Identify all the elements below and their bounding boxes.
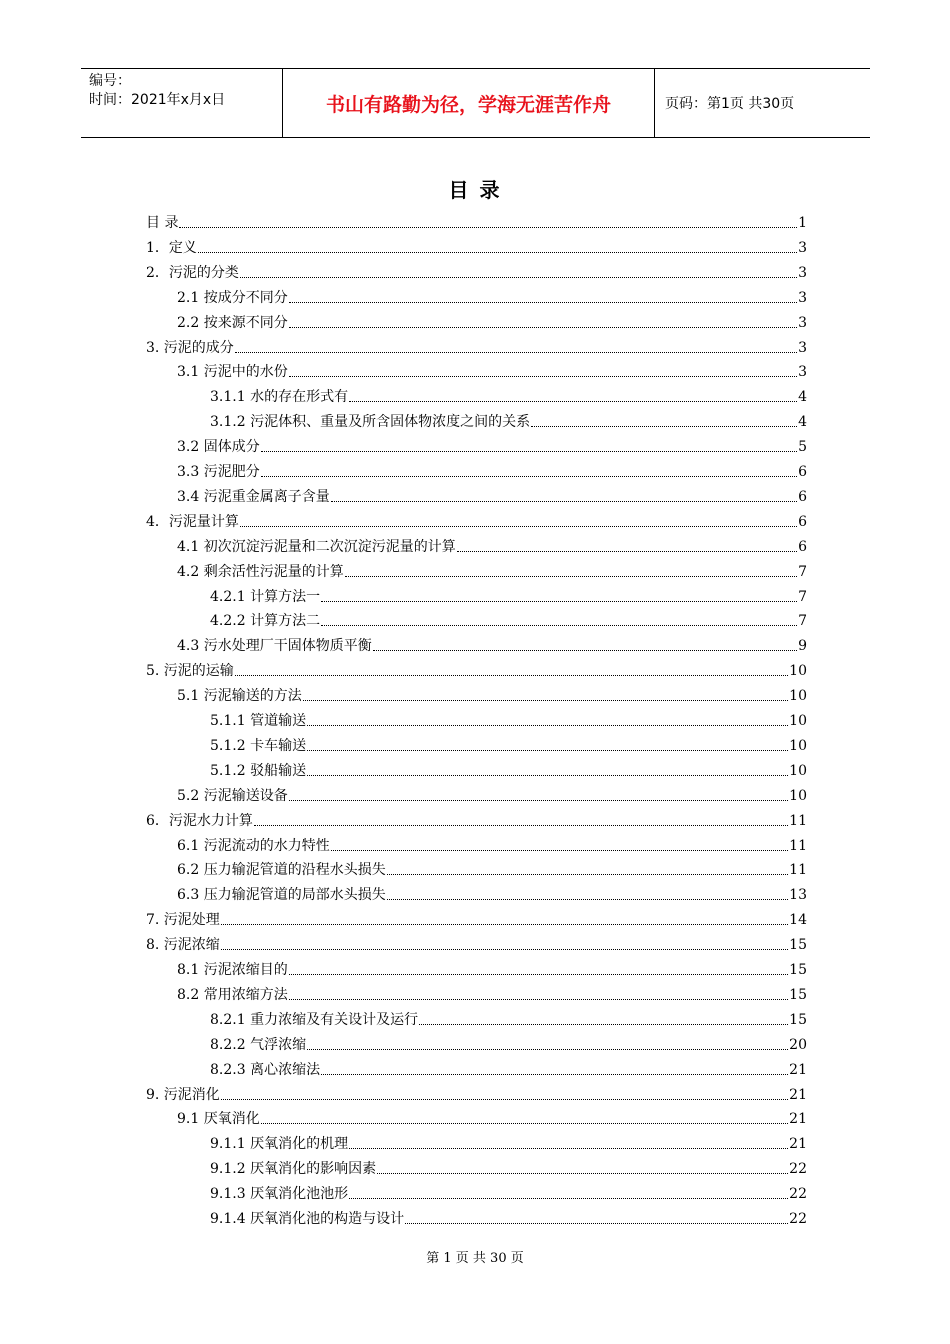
toc-entry-label: 9. 污泥消化	[146, 1086, 220, 1103]
toc-dot-leader	[307, 725, 788, 726]
toc-entry-page-number: 6	[798, 488, 807, 505]
number-label: 编号：	[89, 73, 131, 89]
toc-entry-label: 6．污泥水力计算	[146, 812, 253, 829]
toc-dot-leader	[240, 526, 797, 527]
toc-dot-leader	[331, 850, 788, 851]
toc-entry[interactable]	[177, 982, 807, 1004]
toc-entry-page-number: 13	[789, 887, 807, 904]
toc-entry-page-number: 7	[798, 588, 807, 605]
toc-entry-page-number: 3	[798, 239, 807, 256]
toc-entry-label: 4．污泥量计算	[146, 513, 239, 530]
toc-entry[interactable]	[146, 210, 807, 232]
toc-entry-label: 8.2.1 重力浓缩及有关设计及运行	[210, 1011, 419, 1028]
toc-entry-page-number: 10	[789, 762, 807, 779]
toc-entry[interactable]	[177, 534, 807, 556]
toc-entry[interactable]	[210, 733, 807, 755]
page-footer: 第 1 页 共 30 页	[426, 1251, 524, 1266]
toc-dot-leader	[321, 601, 797, 602]
toc-entry-label: 8.2.2 气浮浓缩	[210, 1036, 307, 1053]
toc-entry-page-number: 11	[789, 862, 807, 879]
toc-entry-label: 9.1.2 厌氧消化的影响因素	[210, 1161, 377, 1178]
toc-dot-leader	[179, 227, 797, 228]
toc-entry-label: 4.2 剩余活性污泥量的计算	[177, 563, 344, 580]
toc-entry-page-number: 3	[798, 364, 807, 381]
toc-entry[interactable]	[177, 285, 807, 307]
toc-dot-leader	[345, 576, 797, 577]
toc-entry[interactable]	[177, 359, 807, 381]
toc-entry[interactable]	[210, 1206, 807, 1228]
toc-dot-leader	[240, 277, 797, 278]
toc-entry[interactable]	[146, 808, 807, 830]
toc-entry-label: 3.1.1 水的存在形式有	[210, 389, 349, 406]
toc-entry[interactable]	[177, 484, 807, 506]
toc-entry-page-number: 3	[798, 339, 807, 356]
toc-entry-page-number: 21	[789, 1136, 807, 1153]
toc-dot-leader	[419, 1024, 788, 1025]
toc-entry-page-number: 21	[789, 1111, 807, 1128]
toc-dot-leader	[289, 974, 788, 975]
motto-text: 书山有路勤为径，学海无涯苦作舟	[283, 69, 655, 137]
toc-dot-leader	[349, 1148, 788, 1149]
toc-entry-page-number: 21	[789, 1086, 807, 1103]
toc-entry-label: 5.1 污泥输送的方法	[177, 688, 302, 705]
toc-dot-leader	[387, 874, 788, 875]
toc-entry-label: 5. 污泥的运输	[146, 663, 234, 680]
toc-entry-label: 3. 污泥的成分	[146, 339, 234, 356]
toc-dot-leader	[331, 501, 797, 502]
toc-entry[interactable]	[146, 658, 807, 680]
toc-entry-page-number: 22	[789, 1211, 807, 1227]
toc-entry[interactable]	[146, 335, 807, 357]
toc-dot-leader	[531, 426, 797, 427]
toc-entry[interactable]	[210, 409, 807, 431]
toc-entry-page-number: 10	[789, 663, 807, 680]
toc-entry[interactable]	[146, 509, 807, 531]
toc-entry-label: 7. 污泥处理	[146, 912, 220, 929]
toc-entry-page-number: 15	[789, 937, 807, 954]
toc-entry-label: 4.2.2 计算方法二	[210, 613, 321, 630]
toc-dot-leader	[303, 700, 788, 701]
toc-entry[interactable]	[210, 384, 807, 406]
toc-dot-leader	[373, 650, 797, 651]
toc-entry-page-number: 11	[789, 812, 807, 829]
toc-entry-page-number: 11	[789, 837, 807, 854]
toc-entry-page-number: 3	[798, 314, 807, 331]
toc-entry-label: 6.1 污泥流动的水力特性	[177, 837, 330, 854]
toc-entry-page-number: 15	[789, 986, 807, 1003]
toc-entry-label: 6.3 压力输泥管道的局部水头损失	[177, 887, 386, 904]
toc-entry-page-number: 9	[798, 638, 807, 655]
toc-entry-label: 9.1.4 厌氧消化池的构造与设计	[210, 1211, 405, 1227]
toc-entry-label: 5.1.2 驳船输送	[210, 762, 307, 779]
toc-entry-page-number: 15	[789, 962, 807, 978]
toc-entry-label: 2.2 按来源不同分	[177, 314, 288, 331]
time-label: 时间：2021年x月x日	[89, 92, 226, 108]
page-title: 目 录	[448, 178, 502, 202]
toc-entry-page-number: 3	[798, 264, 807, 281]
toc-entry[interactable]	[146, 260, 807, 282]
toc-dot-leader	[307, 750, 788, 751]
toc-dot-leader	[289, 327, 797, 328]
toc-entry-page-number: 10	[789, 713, 807, 729]
toc-entry-label: 2.1 按成分不同分	[177, 289, 288, 306]
header-table	[81, 68, 870, 138]
toc-dot-leader	[321, 625, 797, 626]
toc-entry[interactable]	[146, 932, 807, 954]
toc-dot-leader	[307, 775, 788, 776]
toc-dot-leader	[349, 1198, 788, 1199]
toc-entry[interactable]	[177, 882, 807, 904]
toc-entry-page-number: 7	[798, 613, 807, 630]
toc-entry[interactable]	[210, 1032, 807, 1054]
toc-dot-leader	[387, 899, 788, 900]
toc-entry-label: 5.1.2 卡车输送	[210, 737, 307, 754]
toc-entry-label: 3.1.2 污泥体积、重量及所含固体物浓度之间的关系	[210, 414, 531, 431]
toc-entry[interactable]	[146, 907, 807, 929]
toc-entry[interactable]	[177, 857, 807, 879]
toc-entry-label: 4.3 污水处理厂干固体物质平衡	[177, 638, 372, 655]
toc-dot-leader	[198, 252, 797, 253]
page-info: 页码：第1页 共30页	[665, 96, 795, 112]
toc-entry-label: 1．定义	[146, 239, 197, 256]
toc-dot-leader	[289, 800, 788, 801]
toc-entry[interactable]	[146, 1082, 807, 1104]
toc-entry[interactable]	[210, 1007, 807, 1029]
toc-entry-label: 3.2 固体成分	[177, 439, 260, 456]
toc-entry[interactable]	[210, 1156, 807, 1178]
toc-dot-leader	[457, 551, 797, 552]
toc-entry-label: 6.2 压力输泥管道的沿程水头损失	[177, 862, 386, 879]
toc-entry[interactable]	[177, 833, 807, 855]
toc-entry-label: 8.2.3 离心浓缩法	[210, 1061, 321, 1078]
toc-entry[interactable]	[177, 783, 807, 805]
toc-dot-leader	[289, 302, 797, 303]
toc-entry-page-number: 4	[798, 414, 807, 431]
toc-entry-label: 9.1.3 厌氧消化池池形	[210, 1186, 349, 1203]
toc-dot-leader	[349, 401, 797, 402]
toc-entry-page-number: 10	[789, 787, 807, 804]
toc-entry-page-number: 3	[798, 289, 807, 306]
toc-entry-page-number: 14	[789, 912, 807, 929]
toc-entry[interactable]	[177, 1106, 807, 1128]
toc-entry-label: 9.1.1 厌氧消化的机理	[210, 1136, 349, 1153]
toc-entry[interactable]	[210, 1131, 807, 1153]
toc-entry-page-number: 15	[789, 1011, 807, 1028]
toc-dot-leader	[377, 1173, 788, 1174]
toc-entry[interactable]	[177, 957, 807, 979]
toc-entry[interactable]	[177, 559, 807, 581]
toc-dot-leader	[261, 1123, 788, 1124]
toc-entry-page-number: 10	[789, 737, 807, 754]
toc-entry-page-number: 6	[798, 464, 807, 480]
toc-entry[interactable]	[177, 459, 807, 481]
toc-entry[interactable]	[210, 1057, 807, 1079]
toc-entry[interactable]	[146, 235, 807, 257]
toc-entry-label: 3.3 污泥肥分	[177, 464, 260, 480]
toc-entry[interactable]	[177, 310, 807, 332]
toc-dot-leader	[261, 451, 797, 452]
toc-dot-leader	[254, 825, 788, 826]
toc-entry-label: 5.2 污泥输送设备	[177, 787, 288, 804]
toc-entry-page-number: 22	[789, 1186, 807, 1203]
toc-dot-leader	[307, 1049, 788, 1050]
toc-dot-leader	[235, 675, 788, 676]
toc-dot-leader	[261, 476, 797, 477]
toc-entry-label: 3.1 污泥中的水份	[177, 364, 288, 381]
toc-entry-label: 2．污泥的分类	[146, 264, 239, 281]
toc-entry[interactable]	[210, 584, 807, 606]
toc-dot-leader	[321, 1074, 788, 1075]
toc-entry[interactable]	[210, 608, 807, 630]
toc-dot-leader	[221, 949, 788, 950]
toc-dot-leader	[221, 1099, 788, 1100]
toc-entry-page-number: 21	[789, 1061, 807, 1078]
toc-entry[interactable]	[210, 1181, 807, 1203]
toc-entry-page-number: 10	[789, 688, 807, 705]
toc-entry-page-number: 1	[798, 215, 807, 231]
toc-entry-label: 3.4 污泥重金属离子含量	[177, 488, 330, 505]
toc-entry[interactable]	[177, 434, 807, 456]
toc-entry-page-number: 6	[798, 513, 807, 530]
toc-entry-label: 8. 污泥浓缩	[146, 937, 220, 954]
toc-entry-page-number: 20	[789, 1036, 807, 1053]
toc-entry-page-number: 4	[798, 389, 807, 406]
toc-entry-page-number: 5	[798, 439, 807, 456]
toc-entry-label: 8.2 常用浓缩方法	[177, 986, 288, 1003]
toc-entry-label: 9.1 厌氧消化	[177, 1111, 260, 1128]
toc-entry-page-number: 22	[789, 1161, 807, 1178]
toc-entry-label: 8.1 污泥浓缩目的	[177, 962, 288, 978]
toc-dot-leader	[289, 376, 797, 377]
toc-dot-leader	[221, 924, 788, 925]
toc-dot-leader	[405, 1223, 788, 1224]
toc-entry[interactable]	[177, 683, 807, 705]
toc-entry[interactable]	[210, 758, 807, 780]
header-meta-cell	[81, 69, 283, 137]
toc-dot-leader	[289, 999, 788, 1000]
toc-entry-label: 4.2.1 计算方法一	[210, 588, 321, 605]
toc-entry-label: 5.1.1 管道输送	[210, 713, 307, 729]
toc-entry[interactable]	[177, 633, 807, 655]
toc-entry-page-number: 6	[798, 538, 807, 555]
toc-dot-leader	[235, 352, 797, 353]
toc-entry-label: 目 录	[146, 215, 179, 231]
toc-entry-label: 4.1 初次沉淀污泥量和二次沉淀污泥量的计算	[177, 538, 456, 555]
toc-entry[interactable]	[210, 708, 807, 730]
toc-entry-page-number: 7	[798, 563, 807, 580]
